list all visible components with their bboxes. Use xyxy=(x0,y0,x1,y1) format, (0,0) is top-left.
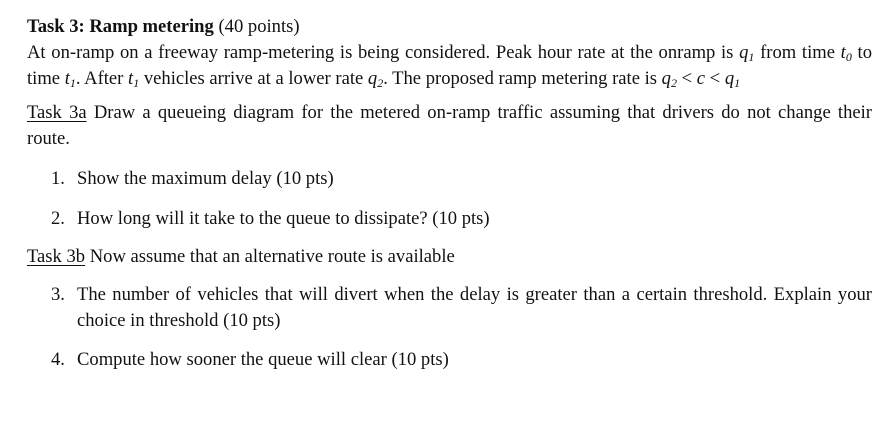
list-item-text: Show the maximum delay (10 pts) xyxy=(77,168,334,189)
list-item xyxy=(27,282,872,334)
task3b-heading: Task 3b xyxy=(27,246,86,267)
intro-text: . After xyxy=(75,68,129,89)
intro-text: to time xyxy=(27,42,872,89)
var-t0: $t_0$ xyxy=(840,42,852,64)
var-t1: $t_1$ xyxy=(128,68,140,90)
list-item-number: 2. xyxy=(51,208,65,229)
task3b-text: Now assume that an alternative route is available xyxy=(85,246,455,267)
list-item xyxy=(27,347,872,373)
task3a-list xyxy=(27,166,872,232)
intro-text: vehicles arrive at a lower rate xyxy=(139,68,368,89)
list-item xyxy=(27,206,872,232)
list-item-number: 1. xyxy=(51,168,65,189)
task3b-list xyxy=(27,282,872,373)
task-intro xyxy=(27,40,872,92)
intro-text: from time xyxy=(754,42,841,63)
task3a-heading: Task 3a xyxy=(27,102,87,123)
intro-text: . The proposed ramp metering rate is xyxy=(383,68,662,89)
metering-inequality: $q_2 < c < q_1$ xyxy=(661,68,741,90)
document-body xyxy=(27,14,872,373)
list-item-number: 4. xyxy=(51,349,65,370)
task-title: Task 3: Ramp metering xyxy=(27,16,214,37)
var-q2: $q_2$ xyxy=(367,68,384,90)
list-item-text: Compute how sooner the queue will clear (10 pts) xyxy=(77,349,449,370)
task-points: (40 points) xyxy=(218,16,300,37)
list-item-text: How long will it take to the queue to dissipate? (10 pts) xyxy=(77,208,490,229)
var-t1: $t_1$ xyxy=(64,68,76,90)
task3a-text: Draw a queueing diagram for the metered on-ramp traffic assuming that drivers do not change their route. xyxy=(27,102,872,149)
var-q1: $q_1$ xyxy=(739,42,755,64)
task3a-paragraph xyxy=(27,100,872,152)
task-heading xyxy=(27,14,872,40)
list-item-number: 3. xyxy=(51,284,65,305)
task3b-paragraph xyxy=(27,244,872,270)
list-item xyxy=(27,166,872,192)
intro-text: At on-ramp on a freeway ramp-metering is being considered. Peak hour rate at the onramp is xyxy=(27,42,740,63)
list-item-text: The number of vehicles that will divert when the delay is greater than a certain threshold. Explain your choice in threshold (10 pts) xyxy=(77,284,872,331)
